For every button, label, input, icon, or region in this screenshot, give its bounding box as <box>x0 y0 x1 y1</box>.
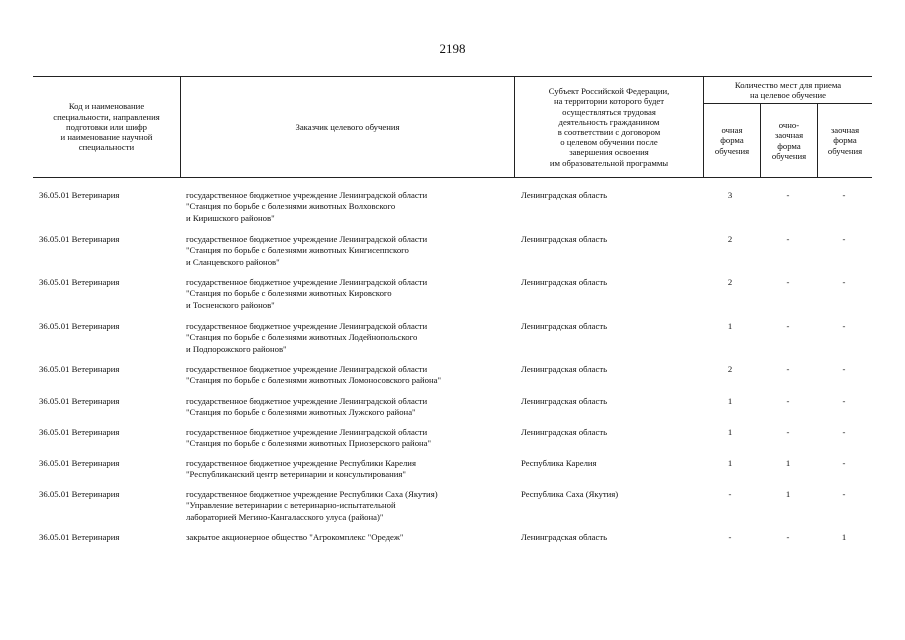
places-mixed: 1 <box>785 489 791 499</box>
region-name: Ленинградская область <box>521 364 608 374</box>
customer-name: государственное бюджетное учреждение Ленинградской области "Станция по борьбе с болезнями животных Приозерского района" <box>186 427 432 449</box>
places-mixed: 1 <box>785 458 791 468</box>
table-header-bottom-border <box>33 177 872 178</box>
customer-name: государственное бюджетное учреждение Ленинградской области "Станция по борьбе с болезнями животных Кировского и Тосненского районов" <box>186 277 428 310</box>
places-mixed: - <box>786 277 790 287</box>
specialty-code: 36.05.01 Ветеринария <box>39 427 120 437</box>
header-region: Субъект Российской Федерации, на территории которого будет осуществляться трудовая деятельность гражданином в соответствии с договором о целевом обучении после завершения освоения им образовательной программы <box>548 86 670 168</box>
places-distance: - <box>842 489 846 499</box>
specialty-code: 36.05.01 Ветеринария <box>39 364 120 374</box>
specialty-code: 36.05.01 Ветеринария <box>39 321 120 331</box>
places-fulltime: 1 <box>727 458 733 468</box>
places-mixed: - <box>786 364 790 374</box>
places-fulltime: 1 <box>727 321 733 331</box>
specialty-code: 36.05.01 Ветеринария <box>39 532 120 542</box>
header-distance: заочная форма обучения <box>827 125 863 156</box>
customer-name: государственное бюджетное учреждение Ленинградской области "Станция по борьбе с болезнями животных Лужского района" <box>186 396 428 418</box>
customer-name: государственное бюджетное учреждение Республики Саха (Якутия) "Управление ветеринарии с ветеринарно-испытательной лабораторией Мегино-Кангаласского улуса (района)" <box>186 489 438 522</box>
header-fulltime: очная форма обучения <box>714 125 750 156</box>
places-distance: - <box>842 277 846 287</box>
places-mixed: - <box>786 532 790 542</box>
customer-name: государственное бюджетное учреждение Ленинградской области "Станция по борьбе с болезнями животных Ломоносовского района" <box>186 364 441 386</box>
specialty-code: 36.05.01 Ветеринария <box>39 190 120 200</box>
header-places: Количество мест для приема на целевое обучение <box>734 79 842 100</box>
places-distance: - <box>842 190 846 200</box>
places-fulltime: 1 <box>727 396 733 406</box>
customer-name: государственное бюджетное учреждение Республики Карелия "Республиканский центр ветеринарии и консультирования" <box>186 458 416 480</box>
region-name: Ленинградская область <box>521 234 608 244</box>
region-name: Республика Карелия <box>521 458 597 468</box>
customer-name: государственное бюджетное учреждение Ленинградской области "Станция по борьбе с болезнями животных Кингисеппского и Сланцевского районов" <box>186 234 428 267</box>
places-mixed: - <box>786 234 790 244</box>
places-mixed: - <box>786 190 790 200</box>
places-mixed: - <box>786 427 790 437</box>
region-name: Ленинградская область <box>521 396 608 406</box>
header-mixed: очно- заочная форма обучения <box>771 120 807 161</box>
specialty-code: 36.05.01 Ветеринария <box>39 234 120 244</box>
header-code: Код и наименование специальности, направления подготовки или шифр и наименование научной специальности <box>53 101 160 153</box>
places-fulltime: 2 <box>727 234 733 244</box>
places-fulltime: 1 <box>727 427 733 437</box>
specialty-code: 36.05.01 Ветеринария <box>39 458 120 468</box>
region-name: Ленинградская область <box>521 427 608 437</box>
customer-name: государственное бюджетное учреждение Ленинградской области "Станция по борьбе с болезнями животных Лодейнопольского и Подпорожского районов" <box>186 321 428 354</box>
places-distance: 1 <box>841 532 847 542</box>
header-customer: Заказчик целевого обучения <box>295 121 400 132</box>
places-fulltime: - <box>728 489 732 499</box>
places-distance: - <box>842 364 846 374</box>
region-name: Республика Саха (Якутия) <box>521 489 619 499</box>
region-name: Ленинградская область <box>521 532 608 542</box>
specialty-code: 36.05.01 Ветеринария <box>39 277 120 287</box>
places-fulltime: 3 <box>727 190 733 200</box>
places-mixed: - <box>786 396 790 406</box>
places-mixed: - <box>786 321 790 331</box>
places-distance: - <box>842 321 846 331</box>
places-distance: - <box>842 234 846 244</box>
places-distance: - <box>842 427 846 437</box>
specialty-code: 36.05.01 Ветеринария <box>39 396 120 406</box>
places-fulltime: 2 <box>727 364 733 374</box>
region-name: Ленинградская область <box>521 190 608 200</box>
places-distance: - <box>842 458 846 468</box>
specialty-code: 36.05.01 Ветеринария <box>39 489 120 499</box>
region-name: Ленинградская область <box>521 277 608 287</box>
places-fulltime: - <box>728 532 732 542</box>
places-distance: - <box>842 396 846 406</box>
page-number: 2198 <box>439 41 466 56</box>
region-name: Ленинградская область <box>521 321 608 331</box>
customer-name: государственное бюджетное учреждение Ленинградской области "Станция по борьбе с болезнями животных Волховского и Киришского районов" <box>186 190 428 223</box>
customer-name: закрытое акционерное общество "Агрокомплекс "Оредеж" <box>186 532 404 542</box>
places-fulltime: 2 <box>727 277 733 287</box>
